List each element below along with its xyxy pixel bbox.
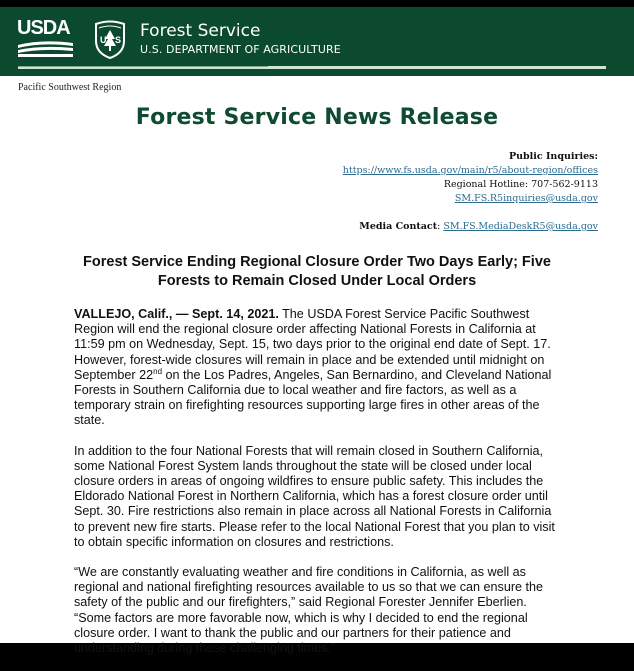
paragraph-1 [74,307,564,429]
usda-logo-swoosh-icon [17,19,77,59]
banner-divider [18,66,268,69]
paragraph-1-line-5b: on the Los Padres, Angeles, San Bernardino, and Cleveland National [162,367,552,382]
media-contact-separator: : [437,221,444,232]
paragraph-3-line: safety of the public and our firefighters,” said Regional Forester Jennifer Eberlien. [74,595,527,610]
paragraph-3-line: “We are constantly evaluating weather and fire conditions in California, as well as [74,565,526,580]
usda-logo-text: USDA [17,17,70,39]
media-contact-email-link[interactable]: SM.FS.MediaDeskR5@usda.gov [443,221,598,232]
usda-logo [17,19,77,59]
header-banner [0,7,634,76]
paragraph-3-quote [74,565,564,656]
paragraph-2-line: to prevent new fire starts. Please refer to the local National Forest that you plan to visit [74,519,555,534]
article-body [74,307,564,671]
headline-line-1: Forest Service Ending Regional Closure Order Two Days Early; Five [83,254,551,270]
headline-line-2: Forests to Remain Closed Under Local Orders [157,273,477,289]
page-title: Forest Service News Release [135,105,499,130]
paragraph-1-line-5a: September 22 [74,367,154,382]
headline [0,253,634,291]
agency-name: Forest Service [140,21,261,41]
paragraph-1-line-4: However, forest-wide closures will remain in place and be extended until midnight on [74,352,545,367]
public-inquiries-email-link[interactable]: SM.FS.R5inquiries@usda.gov [454,193,598,204]
dateline: VALLEJO, Calif., — Sept. 14, 2021. [74,307,279,321]
paragraph-2-line: closure orders in areas of ongoing wildfires to ensure public safety. This includes the [74,474,544,489]
public-inquiries-label: Public Inquiries: [508,151,598,162]
region-label: Pacific Southwest Region [18,82,122,93]
media-contact-label: Media Contact [359,221,438,232]
paragraph-1-line-2: Region will end the regional closure order affecting National Forests in California at [74,322,536,337]
paragraph-2-line: In addition to the four National Forests that will remain closed in Southern California, [74,443,544,458]
paragraph-1-line-3: 11:59 pm on Wednesday, Sept. 15, two days prior to the original end date of Sept. 17. [74,337,551,352]
paragraph-1-line-8: state. [74,413,105,428]
paragraph-2-line: Eldorado National Forest in Northern California, which has a forest closure order until [74,489,548,504]
paragraph-3-line: regional and national firefighting resources available to us so that we can ensure the [74,580,544,595]
paragraph-3-line: closure order. I want to thank the public and our partners for their patience and [74,625,511,640]
paragraph-2-line: Sept. 30. Fire restrictions also remain in place across all National Forests in California [74,504,552,519]
paragraph-1-line-6: Forests in Southern California due to local weather and fire factors, as well as a [74,383,517,398]
paragraph-3-line: understanding during these challenging times.” [74,641,336,656]
ordinal-suffix: nd [153,366,163,376]
paragraph-3-line: “Some factors are more favorable now, which is why I decided to end the regional [74,610,528,625]
paragraph-1-line-7: temporary strain on firefighting resources supporting large fires in other areas of the [74,398,540,413]
forest-service-shield-icon [92,19,128,59]
paragraph-1-line-1: The USDA Forest Service Pacific Southwest [278,307,530,321]
regional-hotline: Regional Hotline: 707-562-9113 [443,179,598,190]
banner-divider-right [268,66,606,69]
public-inquiries-link[interactable]: https://www.fs.usda.gov/main/r5/about-region/offices [342,165,598,176]
paragraph-2 [74,444,564,550]
shield-letter-s: S [115,35,122,45]
department-name: U.S. DEPARTMENT OF AGRICULTURE [140,43,341,56]
paragraph-2-line: some National Forest System lands throughout the state will be closed under local [74,458,532,473]
contact-block [343,150,598,234]
media-contact [343,220,598,234]
shield-letter-u: U [100,35,107,45]
news-release-document [0,7,634,656]
paragraph-2-line: to obtain specific information on closures and restrictions. [74,534,394,549]
